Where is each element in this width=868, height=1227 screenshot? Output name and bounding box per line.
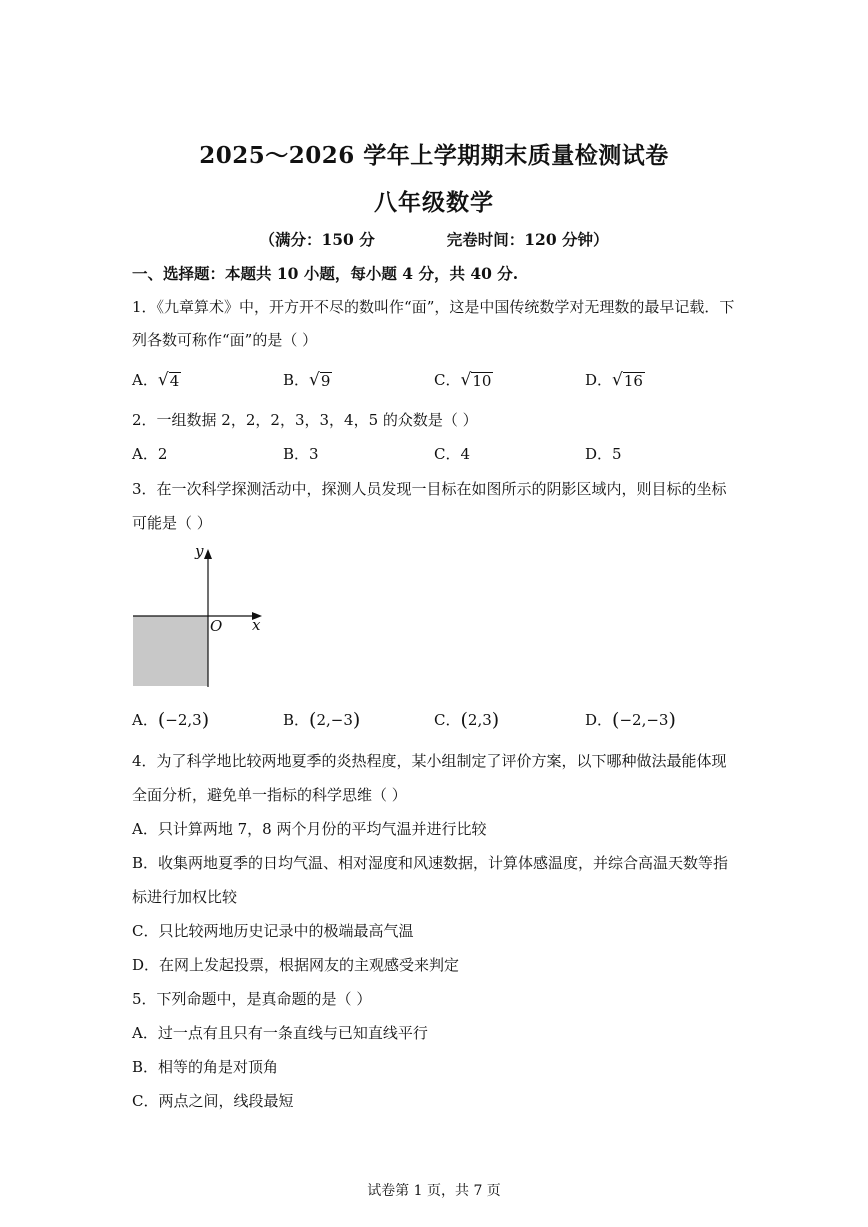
q3-stem-line1: 3．在一次科学探测活动中，探测人员发现一目标在如图所示的阴影区域内，则目标的坐标 <box>132 480 727 498</box>
q5-option-c[interactable]: C．两点之间，线段最短 <box>132 1092 294 1110</box>
q2-option-d[interactable]: D．5 <box>585 445 622 463</box>
q2-stem: 2．一组数据 2，2，2，3，3，4，5 的众数是（ ） <box>132 411 478 429</box>
q4-option-b-line1[interactable]: B．收集两地夏季的日均气温、相对湿度和风速数据，计算体感温度，并综合高温天数等指 <box>132 854 729 872</box>
q1-option-c[interactable]: C． √ 10 <box>434 370 492 390</box>
q5-option-b[interactable]: B．相等的角是对顶角 <box>132 1058 279 1076</box>
q1-stem-line1: 1．《九章算术》中，开方开不尽的数叫作“面”，这是中国传统数学对无理数的最早记载．下 <box>132 298 735 316</box>
q3-option-d[interactable]: D．(−2,−3) <box>585 709 676 731</box>
shaded-region <box>133 616 208 686</box>
y-axis-label: y <box>195 542 204 560</box>
sqrt-expression: √ 4 <box>157 370 180 390</box>
q3-option-c[interactable]: C．(2,3) <box>434 709 500 731</box>
q5-stem: 5．下列命题中，是真命题的是（ ） <box>132 990 372 1008</box>
q3-option-a[interactable]: A．(−2,3) <box>132 709 210 731</box>
q1-option-a[interactable]: A． √ 4 <box>132 370 180 390</box>
y-axis-arrow <box>204 549 212 559</box>
sqrt-expression: √ 16 <box>612 370 643 390</box>
q1-option-b[interactable]: B． √ 9 <box>283 370 331 390</box>
page-footer: 试卷第 1 页，共 7 页 <box>367 1183 501 1199</box>
q2-option-b[interactable]: B．3 <box>283 445 319 463</box>
q2-option-a[interactable]: A．2 <box>132 445 168 463</box>
section-heading: 一、选择题：本题共 10 小题，每小题 4 分，共 40 分. <box>132 264 519 283</box>
q1-stem-line2: 列各数可称作“面”的是（ ） <box>132 331 318 349</box>
origin-label: O <box>210 617 223 635</box>
q4-option-a[interactable]: A．只计算两地 7，8 两个月份的平均气温并进行比较 <box>132 820 487 838</box>
sqrt-expression: √ 9 <box>309 370 331 390</box>
x-axis-label: x <box>252 616 261 634</box>
exam-info <box>0 228 868 250</box>
q5-option-a[interactable]: A．过一点有且只有一条直线与已知直线平行 <box>132 1024 428 1042</box>
coordinate-figure <box>125 540 275 695</box>
q1-option-d[interactable]: D． √ 16 <box>585 370 643 390</box>
q3-option-b[interactable]: B．(2,−3) <box>283 709 361 731</box>
q3-stem-line2: 可能是（ ） <box>132 514 212 532</box>
q4-option-c[interactable]: C．只比较两地历史记录中的极端最高气温 <box>132 922 414 940</box>
exam-title: 2025～2026 学年上学期期末质量检测试卷 <box>199 142 669 169</box>
q4-stem-line1: 4．为了科学地比较两地夏季的炎热程度，某小组制定了评价方案，以下哪种做法最能体现 <box>132 752 727 770</box>
exam-time: 完卷时间：120 分钟） <box>446 230 609 249</box>
q4-option-b-line2[interactable]: 标进行加权比较 <box>132 888 238 906</box>
sqrt-expression: √ 10 <box>460 370 492 390</box>
exam-subtitle: 八年级数学 <box>374 189 494 216</box>
q2-option-c[interactable]: C．4 <box>434 445 471 463</box>
q4-option-d[interactable]: D．在网上发起投票，根据网友的主观感受来判定 <box>132 956 460 974</box>
full-score: （满分：150 分 <box>259 230 375 249</box>
q4-stem-line2: 全面分析，避免单一指标的科学思维（ ） <box>132 786 407 804</box>
